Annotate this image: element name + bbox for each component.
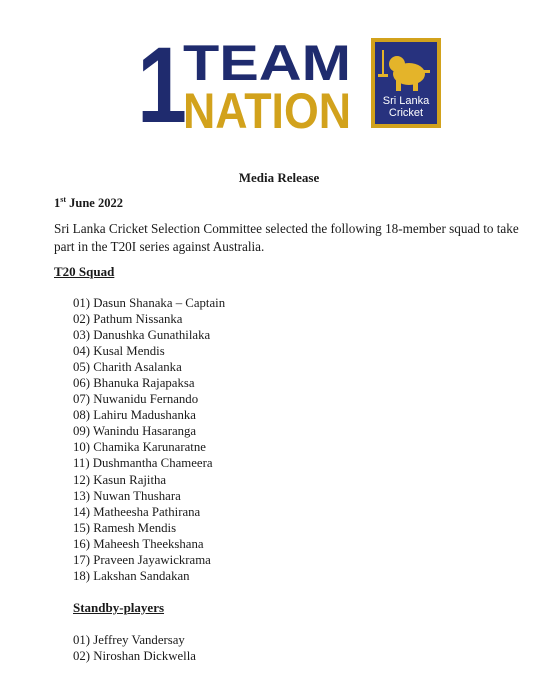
logo-digit: 1 [137, 34, 187, 130]
list-item: 09) Wanindu Hasaranga [73, 424, 197, 439]
date-day: 1 [54, 196, 61, 211]
badge-line-2: Cricket [388, 107, 424, 119]
list-item: 01) Dasun Shanaka – Captain [73, 296, 226, 310]
list-item: 06) Bhanuka Rajapaksa [73, 376, 195, 391]
squad-heading: T20 Squad [54, 264, 115, 279]
standby-list [73, 632, 196, 664]
list-item: 15) Ramesh Mendis [73, 520, 177, 535]
list-item: 04) Kusal Mendis [73, 344, 165, 359]
logo-word-nation: NATION [183, 83, 351, 130]
intro-paragraph: Sri Lanka Cricket Selection Committee selected the following 18-member squad to take part in the T20I series against Australia. [54, 221, 519, 254]
list-item: 18) Lakshan Sandakan [73, 568, 190, 583]
list-item: 12) Kasun Rajitha [73, 472, 167, 487]
list-item: 05) Charith Asalanka [73, 360, 182, 375]
list-item: 10) Chamika Karunaratne [73, 440, 206, 455]
list-item: 08) Lahiru Madushanka [73, 408, 196, 423]
release-date [54, 195, 123, 211]
list-item: 17) Praveen Jayawickrama [73, 552, 211, 567]
list-item: 02) Niroshan Dickwella [73, 649, 196, 664]
list-item: 11) Dushmantha Chameera [73, 456, 213, 471]
team-nation-logo [137, 34, 443, 130]
list-item: 01) Jeffrey Vandersay [73, 633, 185, 647]
list-item: 02) Pathum Nissanka [73, 312, 183, 327]
sri-lanka-cricket-badge [371, 38, 441, 128]
standby-heading: Standby-players [73, 600, 165, 615]
logo-word-team: TEAM [183, 35, 351, 91]
date-suffix: st [60, 195, 67, 204]
list-item: 13) Nuwan Thushara [73, 488, 181, 503]
date-rest: June 2022 [66, 196, 123, 211]
page-title: Media Release [238, 170, 320, 185]
squad-list [73, 295, 225, 584]
badge-line-1: Sri Lanka [382, 95, 430, 107]
list-item: 14) Matheesha Pathirana [73, 504, 201, 519]
list-item: 03) Danushka Gunathilaka [73, 328, 211, 343]
list-item: 16) Maheesh Theekshana [73, 536, 204, 551]
list-item: 07) Nuwanidu Fernando [73, 392, 199, 407]
